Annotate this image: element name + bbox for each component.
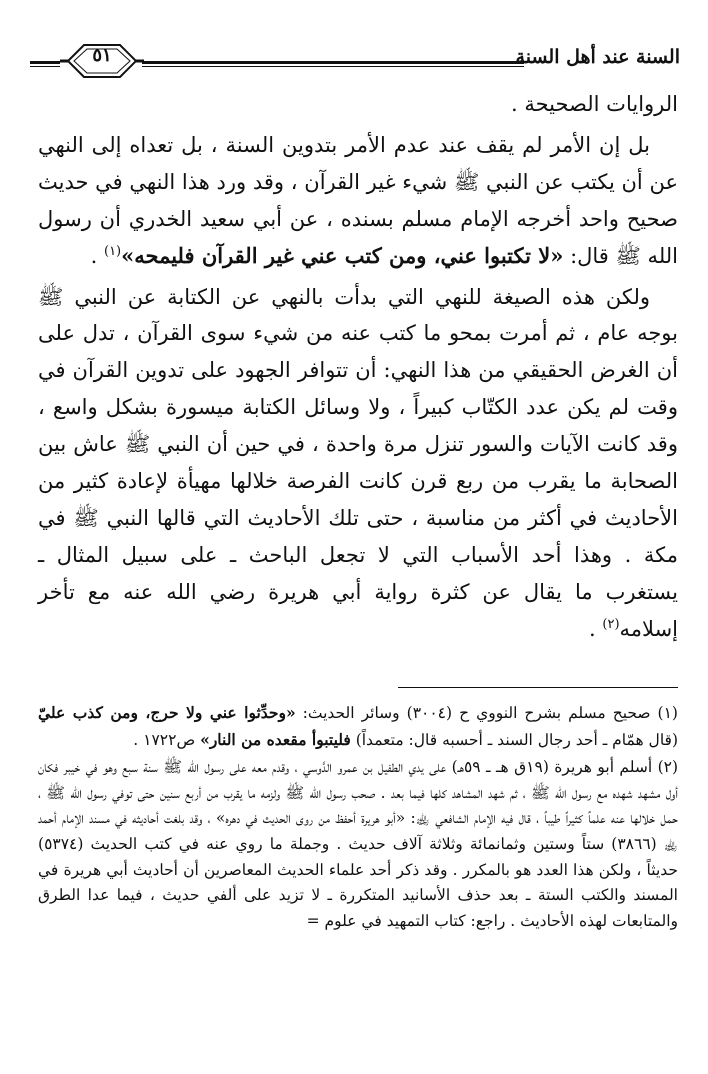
paragraph-2 xyxy=(38,127,678,275)
footnote-separator xyxy=(398,687,678,688)
footnotes xyxy=(38,700,678,936)
footnote-ref-1[interactable]: (١) xyxy=(103,243,122,259)
paragraph-3-text: ولكن هذه الصيغة للنهي التي بدأت بالنهي عن الكتابة عن النبي ﷺ بوجه عام ، ثم أمرت بمحو ما كتب عنه من شيء سوى القرآن ، تدل على أن الغرض الحقيقي من هذا النهي: أن تتوافر الجهود على تدوين القرآن في وقت لم يكن عدد الكتّاب كبيراً ، ولا وسائل الكتابة ميسورة بشكل واسع ، وقد كانت الآيات والسور تنزل مرة واحدة ، في حين أن النبي ﷺ عاش بين الصحابة ما يقرب من ربع قرن كانت الفرصة خلالها مهيأة لإعادة كثير من الأحاديث في أكثر من مناسبة ، حتى تلك الأحاديث التي قالها النبي ﷺ في مكة . وهذا أحد الأسباب التي لا تجعل الباحث ـ على سبيل المثال ـ يستغرب ما يقال عن كثرة رواية أبي هريرة رضي الله عنه مع تأخر إسلامه xyxy=(38,284,678,641)
page-header xyxy=(30,36,680,84)
hadith-quote: «لا تكتبوا عني، ومن كتب عني غير القرآن فليمحه» xyxy=(121,242,564,268)
paragraph-3 xyxy=(38,279,678,648)
header-rule-left xyxy=(30,61,60,67)
page-number: ٥١ xyxy=(92,45,112,66)
footnote-1-hadith-b: فليتبوأ مقعده من النار» xyxy=(200,729,351,749)
footnote-2: (٢) أسلم أبو هريرة (١٩ق هـ ـ ٥٩هـ) على يدي الطفيل بن عمرو الدَّوسي ، وقدم معه على رسول الله ﷺ سنة سبع وهو في خيبر فكان أول مشهد شهده مع رسول الله ﷺ ، ثم شهد المشاهد كلها فيما بعد . صحب رسول الله ﷺ ولزمه ما يقرب من أربع سنين حتى توفي رسول الله ﷺ ، حمل خلالها عنه علماً كثيراً طيباً ، قال فيه الإمام الشافعي ﵀: «أبو هريرة أحفظ من روى الحديث في دهره» ، وقد بلغت أحاديثه في مسند الإمام أحمد ﵀ (٣٨٦٦) ستاً وستين وثمانمائة وثلاثة آلاف حديث . وجملة ما روي عنه في كتب الحديث (٥٣٧٤) حديثاً ، ولكن هذا العدد هو بالمكرر . وقد ذكر أحد علماء الحديث المعاصرين أن أحاديث أبي هريرة في المسند والكتب الستة ـ بعد حذف الأسانيد المتكررة ـ لا تزيد على ألفي حديث ، فيما عدا الطرق والمتابعات لهذه الأحاديث . راجع: كتاب التمهيد في علوم = xyxy=(38,758,679,930)
footnote-1 xyxy=(38,700,678,753)
paragraph-2-end: . xyxy=(90,243,104,268)
running-title: السنة عند أهل السنة xyxy=(515,46,680,68)
paragraph-2-text: بل إن الأمر لم يقف عند عدم الأمر بتدوين السنة ، بل تعداه إلى النهي عن أن يكتب عن النبي ﷺ شيء غير القرآن ، وقد ورد هذا النهي في حديث صحيح واحد أخرجه الإمام مسلم بسنده ، عن أبي سعيد الخدري أن رسول الله ﷺ قال: xyxy=(38,132,678,268)
footnote-1-aside: (قال همّام ـ أحد رجال السند ـ أحسبه قال: متعمداً) xyxy=(350,730,678,749)
paragraph-1: الروايات الصحيحة . xyxy=(511,92,678,116)
paragraph-3-end: . xyxy=(589,616,603,641)
main-text xyxy=(38,86,678,648)
footnote-1-source: (١) صحيح مسلم بشرح النووي ح (٣٠٠٤) وسائر الحديث: xyxy=(295,704,678,722)
footnote-1-page: ص١٧٢٢ . xyxy=(133,730,201,749)
header-rule xyxy=(142,61,524,67)
footnote-1-hadith-a: «وحدِّثوا عني ولا حرج، ومن كذب عليّ xyxy=(38,703,296,722)
footnote-ref-2[interactable]: (٢) xyxy=(602,616,620,632)
